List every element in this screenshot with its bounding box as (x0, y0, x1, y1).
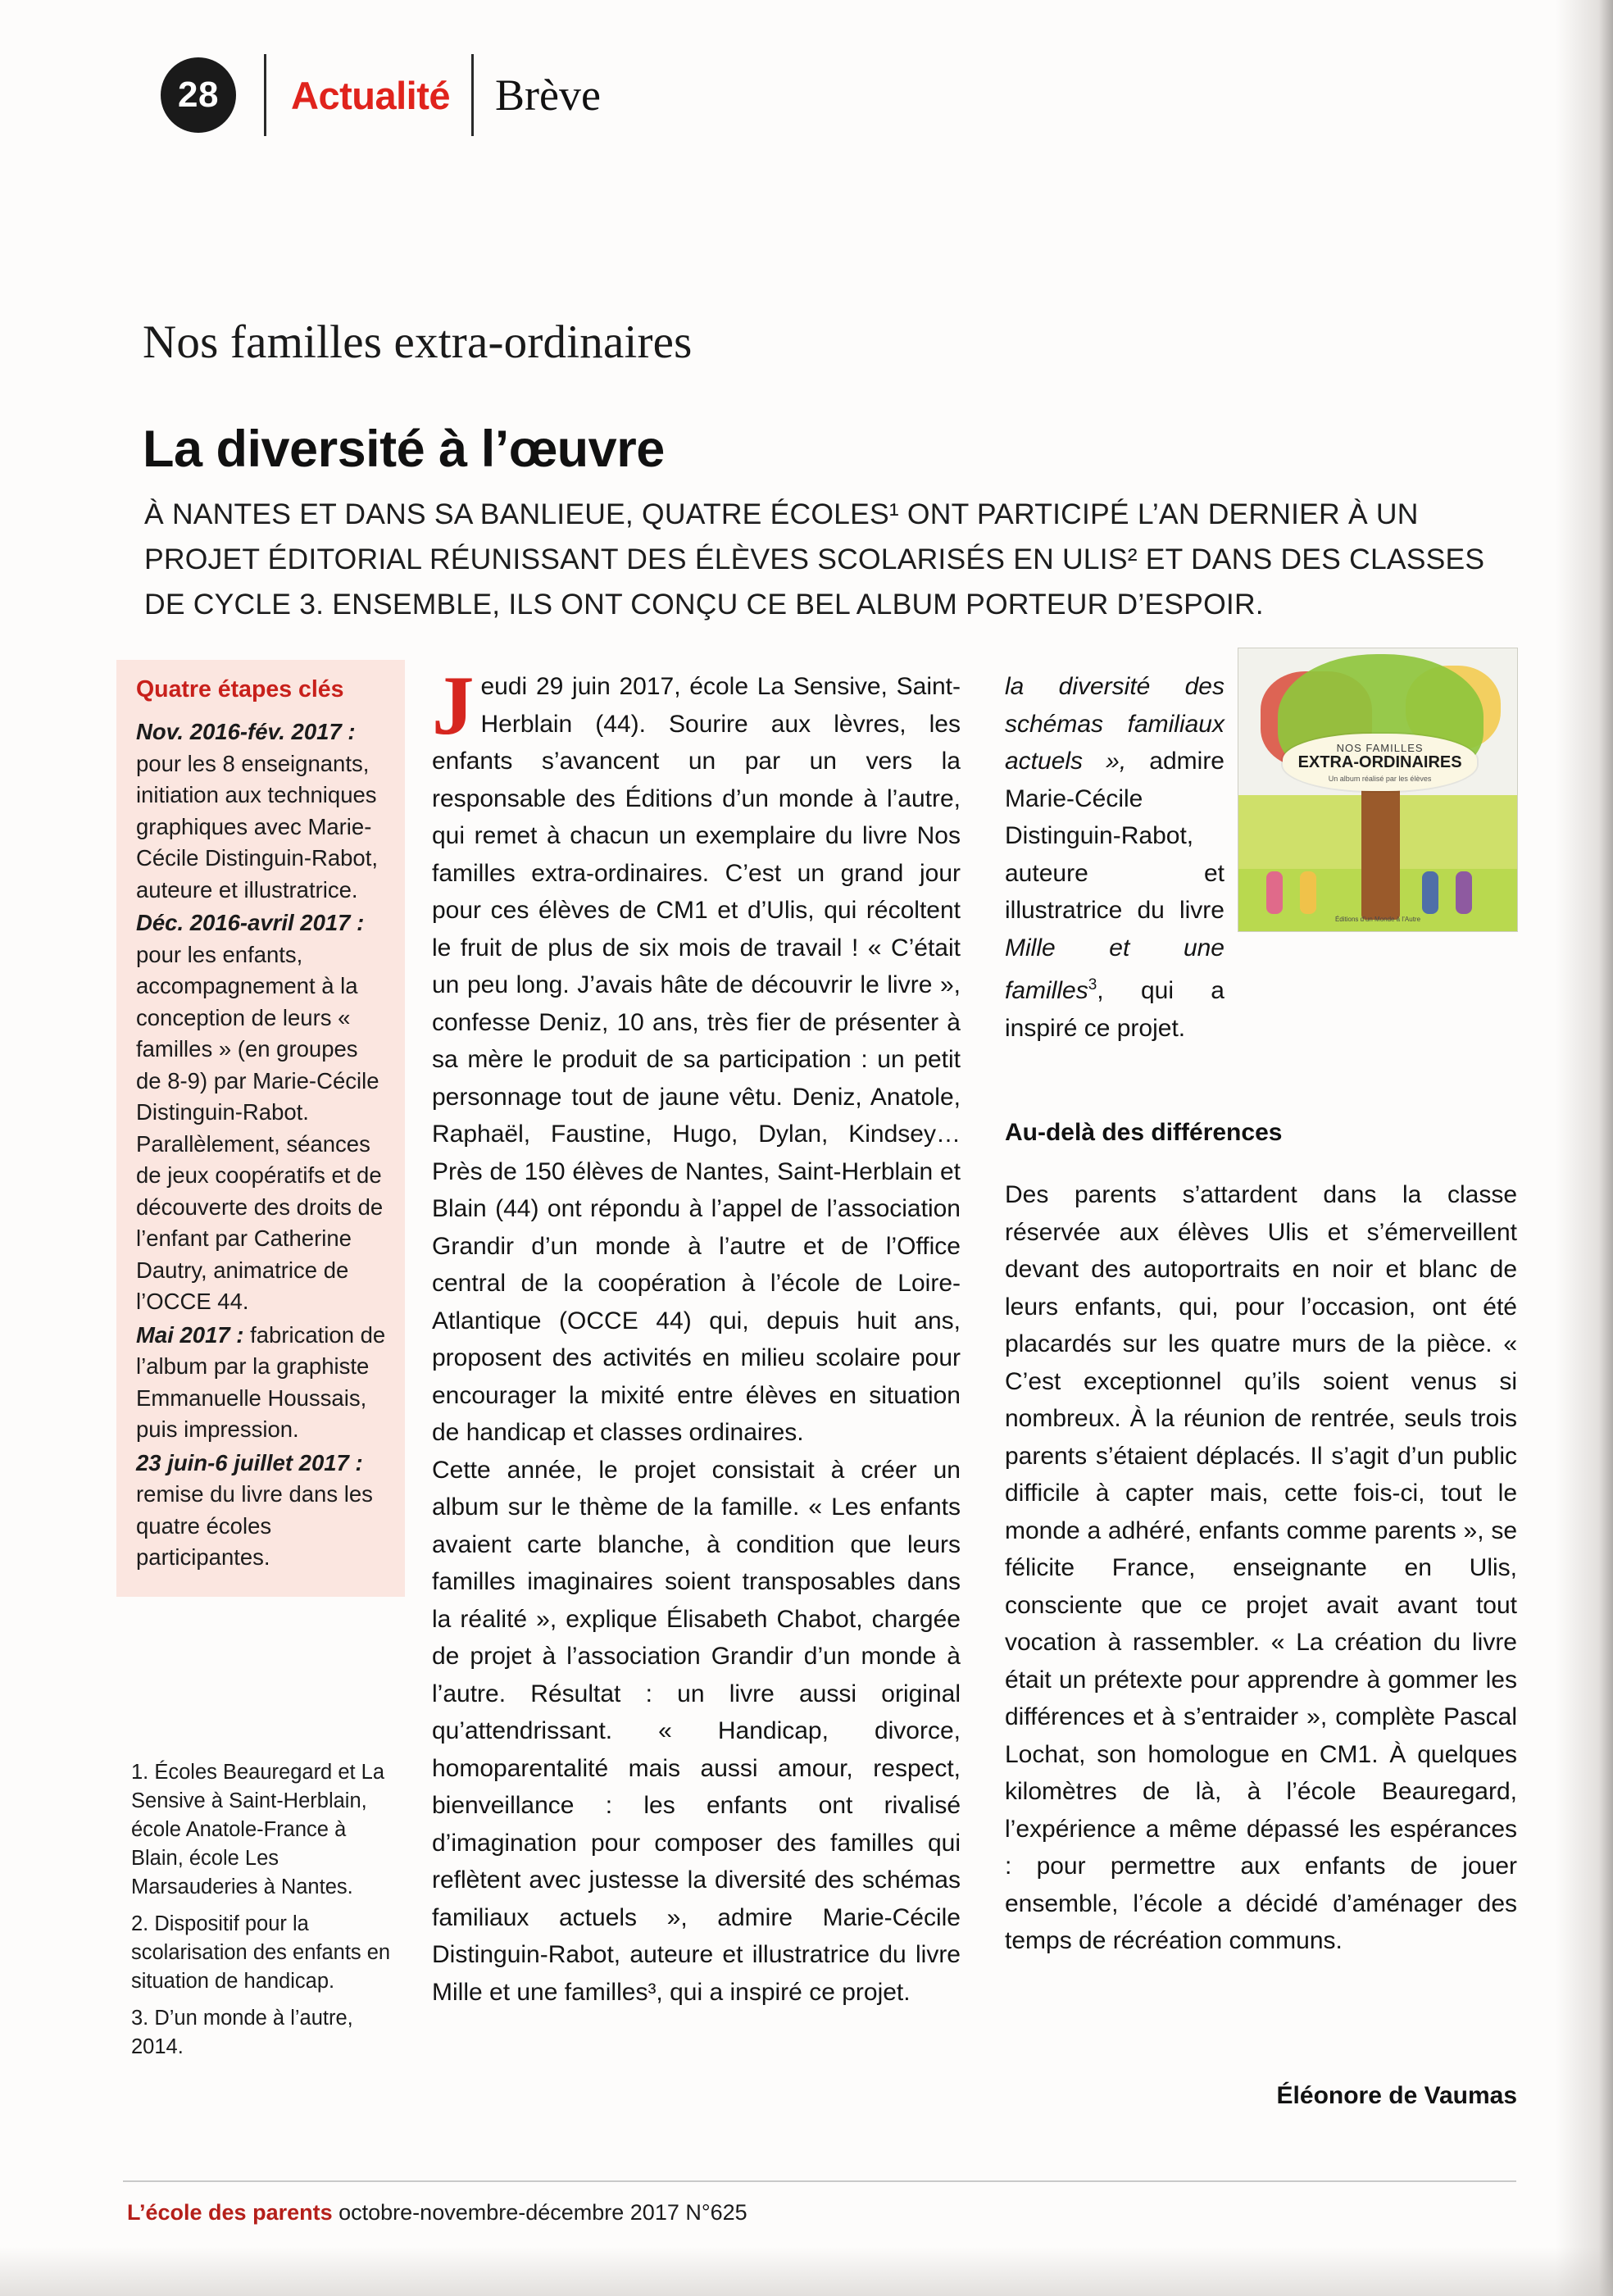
sub-rubrique-label: Brève (495, 70, 601, 120)
body-text-1: eudi 29 juin 2017, école La Sensive, Saint-Herblain (44). Sourire aux lèvres, les enfants s’avancent un par un vers la responsable des Éditions d’un monde à l’autre, qui remet à chacun un exemplaire du livre Nos familles extra-ordinaires. C’est un grand jour pour ces élèves de CM1 et d’Ulis, qui récoltent le fruit de plus de six mois de travail ! « C’était un peu long. J’avais hâte de découvrir le livre », confesse Deniz, 10 ans, très fier de présenter à sa mère le produit de sa participation : un petit personnage tout de jaune vêtu. Deniz, Anatole, Raphaël, Faustine, Hugo, Dylan, Kindsey… Près de 150 élèves de Nantes, Saint-Herblain et Blain (44) ont répondu à l’appel de l’association Grandir d’un monde à l’autre et de l’Office central de la coopération à l’école de Loire-Atlantique (OCCE 44) qui, depuis huit ans, proposent des activités en milieu scolaire pour encourager la mixité entre élèves en situation de handicap et classes ordinaires. (432, 673, 961, 1446)
cover-line-2: EXTRA-ORDINAIRES (1297, 752, 1462, 771)
footer-divider (123, 2180, 1516, 2182)
cover-figure-3 (1422, 871, 1438, 914)
magazine-brand: L’école des parents (127, 2200, 333, 2225)
cover-figure-1 (1266, 871, 1283, 914)
section-subheading: Au-delà des différences (1005, 1119, 1283, 1146)
footnote-1: 1. Écoles Beauregard et La Sensive à Saint-Herblain, école Anatole-France à Blain, école Les Marsauderies à Nantes. (131, 1761, 385, 1898)
key-steps-title: Quatre étapes clés (136, 676, 344, 702)
key-step-item (136, 1448, 387, 1574)
page-number-badge: 28 (161, 57, 236, 133)
cover-credit-line: Un album réalisé par les élèves (1328, 774, 1432, 783)
body-paragraph (432, 659, 961, 1452)
book-title-italic: Mille et une familles (1005, 934, 1225, 1004)
footnotes (131, 1758, 402, 2070)
author-signature: Éléonore de Vaumas (1276, 2082, 1517, 2109)
header-divider-2 (471, 54, 474, 136)
key-step-item (136, 907, 387, 1318)
key-step-date: Mai 2017 : (136, 1321, 244, 1348)
header-divider-1 (264, 54, 266, 136)
page-footer (127, 2200, 747, 2226)
cover-title-label (1283, 734, 1476, 791)
body-paragraph-wrap: la diversité des schémas familiaux actuels », admire Marie-Cécile Distinguin-Rabot, auteure et illustratrice du livre Mille et une familles$^3$, qui a inspiré ce projet. (1005, 673, 1225, 1042)
scan-shadow-right (1556, 0, 1613, 2296)
cover-figure-4 (1456, 871, 1472, 914)
body-text-3: Des parents s’attardent dans la classe réservée aux élèves Ulis et s’émerveillent devant des autoportraits en noir et blanc de leurs enfants, qui, pour l’occasion, ont été placardés sur les quatre murs de la pièce. « C’est exceptionnel qu’ils soient venus si nombreux. À la réunion de rentrée, seuls trois parents s’étaient déplacés. Il s’agit d’un public difficile à capter mais, cette fois-ci, tout le monde a adhéré, enfants comme parents », se félicite France, enseignante en Ulis, consciente que ce projet avait avant tout vocation à rassembler. « La création du livre était un prétexte pour apprendre à gommer les différences et à s’entraider », complète Pascal Lochat, son homologue en CM1. À quelques kilomètres de là, à l’école Beauregard, l’expérience a même dépassé les espérances : pour permettre aux enfants de jouer ensemble, l’école a décidé d’aménager des temps de récréation communs. (1005, 1181, 1517, 1954)
article-surtitle: Nos familles extra-ordinaires (143, 316, 693, 368)
key-step-text: pour les enfants, accompagnement à la conception de leurs « familles » (en groupes de 8-9) par Marie-Cécile Distinguin-Rabot. Parallèlement, séances de jeux coopératifs et de découverte des droits de l’enfant par Catherine Dautry, animatrice de l’OCCE 44. (136, 941, 384, 1314)
body-text-2: Cette année, le projet consistait à créer un album sur le thème de la famille. « Les enfants avaient carte blanche, à condition que leurs familles imaginaires soient transposables dans la réalité », explique Élisabeth Chabot, chargée de projet à l’association Grandir d’un monde à l’autre. Résultat : un livre aussi original qu’attendrissant. « Handicap, divorce, homoparentalité mais aussi amour, respect, bienveillance : les enfants ont rivalisé d’imagination pour composer des familles qui reflètent avec justesse la diversité des schémas familiaux actuels », admire Marie-Cécile Distinguin-Rabot, auteure et illustratrice du livre Mille et une familles³, qui a inspiré ce projet. (432, 1456, 961, 2006)
key-step-item (136, 1320, 387, 1446)
body-column-2 (1005, 1176, 1517, 1960)
page-title: La diversité à l’œuvre (143, 421, 665, 479)
key-step-text: pour les 8 enseignants, initiation aux techniques graphiques avec Marie-Cécile Distinguin-Rabot, auteure et illustratrice. (136, 750, 378, 902)
body-column-1 (432, 659, 961, 2011)
drop-cap: J (432, 659, 475, 752)
key-step-date: Nov. 2016-fév. 2017 : (136, 719, 356, 744)
footnote-2: 2. Dispositif pour la scolarisation des enfants en situation de handicap. (131, 1912, 391, 1993)
cover-publisher: Éditions d’un Monde à l’Autre (1334, 915, 1421, 923)
cover-figure-2 (1300, 871, 1316, 914)
footnote-3: 3. D’un monde à l’autre, 2014. (131, 2007, 353, 2058)
footnote-ref-3: 3 (1088, 976, 1097, 993)
key-step-text: remise du livre dans les quatre écoles participantes. (136, 1481, 373, 1570)
cover-line-1: NOS FAMILLES (1336, 741, 1424, 754)
issue-info: octobre-novembre-décembre 2017 N°625 (339, 2200, 747, 2225)
body-paragraph (432, 1452, 961, 2012)
key-step-item (136, 716, 387, 906)
body-paragraph (1005, 1176, 1517, 1960)
rubrique-label: Actualité (291, 73, 450, 117)
body-quote-wrap: la diversité des schémas familiaux actuels », (1005, 673, 1225, 775)
article-standfirst: À NANTES ET DANS SA BANLIEUE, QUATRE ÉCOLES¹ ONT PARTICIPÉ L’AN DERNIER À UN PROJET ÉDITORIAL RÉUNISSANT DES ÉLÈVES SCOLARISÉS EN ULIS² ET DANS DES CLASSES DE CYCLE 3. ENSEMBLE, ILS ONT CONÇU CE BEL ALBUM PORTEUR D’ESPOIR. (144, 498, 1485, 621)
key-steps-box (116, 660, 405, 1597)
key-step-text: fabrication de l’album par la graphiste Emmanuelle Houssais, puis impression. (136, 1321, 386, 1442)
scan-shadow-bottom (0, 2247, 1613, 2296)
key-step-date: 23 juin-6 juillet 2017 : (136, 1449, 363, 1475)
key-step-date: Déc. 2016-avril 2017 : (136, 910, 365, 935)
page-header (161, 51, 601, 139)
book-cover-image (1238, 648, 1518, 932)
body-column-2-wrap (1005, 668, 1225, 1047)
